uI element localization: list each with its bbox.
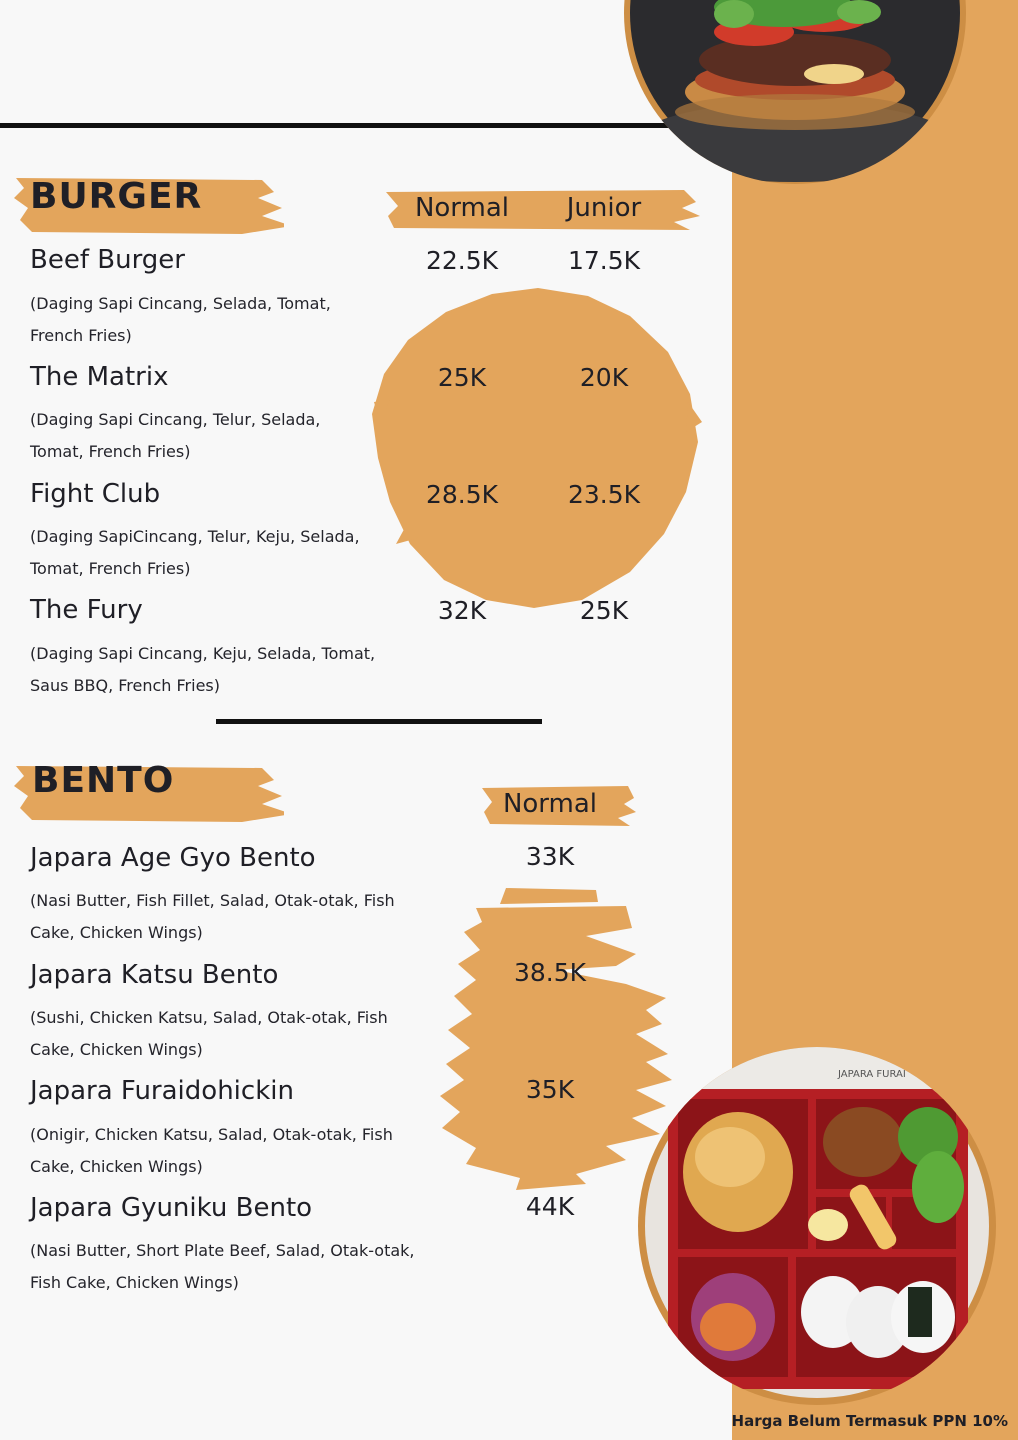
menu-item-name: Japara Furaidohickin [30, 1076, 294, 1106]
menu-item-name: Japara Gyuniku Bento [30, 1193, 313, 1223]
price-normal: 35K [525, 1075, 575, 1104]
menu-item-description [30, 521, 360, 585]
price-normal: 44K [525, 1192, 575, 1221]
menu-item-name: Japara Katsu Bento [30, 960, 279, 990]
price-normal: 22.5K [425, 246, 499, 275]
menu-item-description [30, 885, 395, 949]
description-line: Fish Cake, Chicken Wings) [30, 1273, 239, 1292]
description-line: Cake, Chicken Wings) [30, 923, 203, 942]
menu-item-name: The Matrix [30, 362, 169, 392]
description-line: French Fries) [30, 326, 132, 345]
price-junior: 17.5K [567, 246, 641, 275]
description-line: (Daging Sapi Cincang, Keju, Selada, Tomat, [30, 644, 376, 663]
description-line: (Nasi Butter, Fish Fillet, Salad, Otak-otak, Fish [30, 891, 395, 910]
description-line: Cake, Chicken Wings) [30, 1157, 203, 1176]
price-junior: 20K [579, 363, 629, 392]
menu-item-description [30, 638, 375, 702]
burger-section-title: BURGER [30, 176, 203, 217]
description-line: (Onigir, Chicken Katsu, Salad, Otak-otak, Fish [30, 1125, 393, 1144]
bento-section-title: BENTO [32, 760, 175, 801]
menu-item-description [30, 404, 320, 468]
description-line: (Sushi, Chicken Katsu, Salad, Otak-otak, Fish [30, 1008, 388, 1027]
price-normal: 25K [437, 363, 487, 392]
top-divider [0, 123, 680, 128]
menu-item-name: The Fury [30, 595, 143, 625]
description-line: (Nasi Butter, Short Plate Beef, Salad, Otak-otak, [30, 1241, 415, 1260]
description-line: (Daging Sapi Cincang, Selada, Tomat, [30, 294, 331, 313]
price-normal: 28.5K [425, 480, 499, 509]
description-line: Saus BBQ, French Fries) [30, 676, 220, 695]
description-line: (Daging SapiCincang, Telur, Keju, Selada, [30, 527, 360, 546]
price-normal: 38.5K [513, 958, 587, 987]
price-normal: 32K [437, 596, 487, 625]
bento-box-label: JAPARA FURAI [838, 1069, 906, 1080]
menu-item-name: Japara Age Gyo Bento [30, 843, 316, 873]
section-divider [216, 719, 542, 724]
menu-item-description [30, 1002, 388, 1066]
burger-price-brush [368, 282, 702, 612]
bento-column-normal: Normal [502, 789, 598, 819]
bento-price-brush [436, 884, 676, 1196]
price-junior: 25K [579, 596, 629, 625]
tax-note: Harga Belum Termasuk PPN 10% [731, 1412, 1008, 1430]
menu-item-description [30, 288, 331, 352]
menu-item-description [30, 1119, 393, 1183]
burger-column-junior: Junior [566, 193, 642, 223]
menu-item-name: Fight Club [30, 479, 161, 509]
description-line: Tomat, French Fries) [30, 559, 191, 578]
price-normal: 33K [525, 842, 575, 871]
description-line: Tomat, French Fries) [30, 442, 191, 461]
description-line: (Daging Sapi Cincang, Telur, Selada, [30, 410, 321, 429]
menu-item-description [30, 1235, 415, 1299]
description-line: Cake, Chicken Wings) [30, 1040, 203, 1059]
price-junior: 23.5K [567, 480, 641, 509]
menu-item-name: Beef Burger [30, 245, 185, 275]
burger-column-normal: Normal [414, 193, 510, 223]
bento-photo [638, 1047, 996, 1405]
